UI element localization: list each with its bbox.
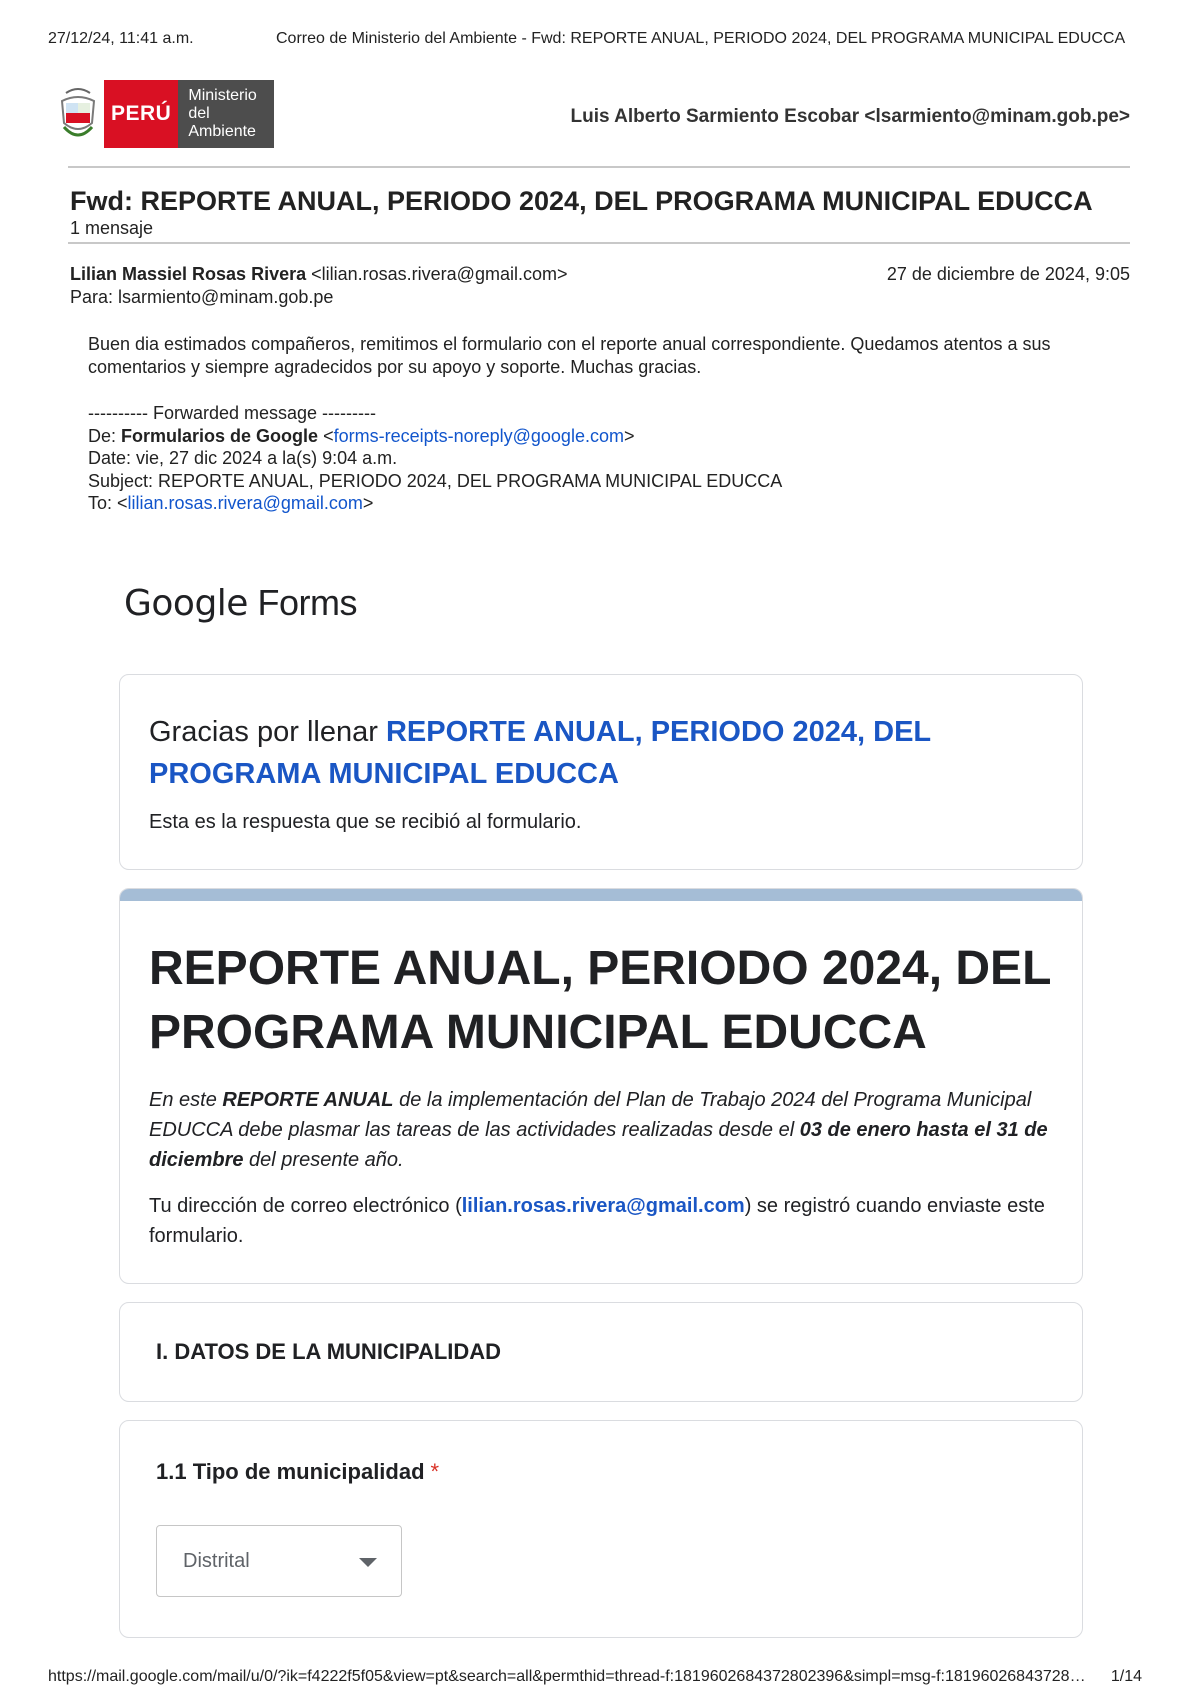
confirmation-card: [119, 674, 1083, 870]
email-registered-note: [149, 1191, 1059, 1251]
print-date: 27/12/24, 11:41 a.m.: [48, 30, 194, 47]
forwarded-date: Date: vie, 27 dic 2024 a la(s) 9:04 a.m.: [88, 448, 398, 468]
ministry-line-1: Ministerio: [188, 87, 257, 104]
divider-top: [68, 166, 1130, 168]
google-wordmark: Google: [124, 583, 248, 624]
forwarded-from-email-link[interactable]: forms-receipts-noreply@google.com: [333, 425, 624, 446]
forwarded-to: To: <lilian.rosas.rivera@gmail.com>: [88, 493, 374, 513]
desc-part-1: En este: [149, 1089, 223, 1111]
peru-label: PERÚ: [104, 80, 178, 148]
ministry-name: [178, 80, 274, 148]
desc-bold-2: 03 de enero hasta el 31 de diciembre: [149, 1119, 1048, 1171]
email-note-suffix: ) se registró cuando enviaste este formulario.: [149, 1195, 1045, 1247]
sender-email: <lilian.rosas.rivera@gmail.com>: [311, 264, 568, 284]
forwarded-from-label: De:: [88, 425, 117, 446]
section-card: [119, 1302, 1083, 1402]
forwarded-subject: Subject: REPORTE ANUAL, PERIODO 2024, DEL PROGRAMA MUNICIPAL EDUCCA: [88, 470, 783, 491]
thanks-prefix: Gracias por llenar: [149, 716, 386, 748]
desc-bold-1: REPORTE ANUAL: [222, 1089, 394, 1111]
form-title: REPORTE ANUAL, PERIODO 2024, DEL PROGRAMA MUNICIPAL EDUCCA: [149, 942, 1051, 1059]
print-url: https://mail.google.com/mail/u/0/?ik=f4222f5f05&view=pt&search=all&permthid=thread-f:1819602684372802396&simpl=msg-f:18196026843728…: [48, 1668, 1086, 1685]
desc-part-3: del presente año.: [243, 1149, 404, 1171]
form-description: [149, 1085, 1059, 1175]
ministry-line-2: del Ambiente: [188, 105, 256, 140]
thanks-message: [149, 711, 1049, 795]
message-count: 1 mensaje: [70, 218, 154, 238]
municipality-type-select[interactable]: [156, 1525, 402, 1597]
form-header-card: [119, 888, 1083, 1284]
required-mark: *: [430, 1459, 440, 1484]
forwarded-header: [88, 402, 782, 515]
google-forms-logo: [124, 582, 357, 624]
recipient: Para: lsarmiento@minam.gob.pe: [70, 287, 334, 307]
question-label: [156, 1459, 439, 1485]
sent-date: 27 de diciembre de 2024, 9:05: [886, 264, 1130, 284]
email-body: Buen dia estimados compañeros, remitimos el formulario con el reporte anual correspondiente. Quedamos atentos a sus comentarios y siempre agradecidos por su apoyo y soporte. Muchas gracias.: [88, 334, 1051, 377]
email-note-address: lilian.rosas.rivera@gmail.com: [461, 1195, 745, 1217]
peru-coat-of-arms-icon: [58, 83, 98, 145]
desc-part-2: de la implementación del Plan de Trabajo 2024 del Programa Municipal EDUCCA debe plasmar las tareas de las actividades realizadas desde el: [149, 1089, 1032, 1141]
selected-value: Distrital: [183, 1550, 250, 1572]
page-number: 1/14: [1110, 1668, 1142, 1685]
section-title: I. DATOS DE LA MUNICIPALIDAD: [156, 1339, 502, 1364]
forwarded-from-name: Formularios de Google: [121, 425, 319, 446]
chevron-down-icon: [359, 1558, 377, 1567]
email-subject: Fwd: REPORTE ANUAL, PERIODO 2024, DEL PROGRAMA MUNICIPAL EDUCCA: [70, 186, 1093, 216]
received-note: Esta es la respuesta que se recibió al formulario.: [149, 811, 582, 833]
print-title: Correo de Ministerio del Ambiente - Fwd: REPORTE ANUAL, PERIODO 2024, DEL PROGRAMA MUNICIPAL EDUCCA: [276, 30, 1126, 47]
forwarded-to-email-link[interactable]: lilian.rosas.rivera@gmail.com: [127, 493, 363, 513]
account-name: Luis Alberto Sarmiento Escobar <lsarmiento@minam.gob.pe>: [570, 106, 1130, 127]
email-note-prefix: Tu dirección de correo electrónico (: [149, 1195, 462, 1217]
forwarded-marker: ---------- Forwarded message ---------: [88, 403, 376, 423]
forwarded-from: De: Formularios de Google <forms-receipts-noreply@google.com>: [88, 425, 635, 446]
sender-name: Lilian Massiel Rosas Rivera: [70, 264, 307, 284]
forwarded-to-label: To:: [88, 493, 113, 513]
forms-wordmark: Forms: [247, 582, 357, 623]
question-card: [119, 1420, 1083, 1638]
question-text: 1.1 Tipo de municipalidad: [156, 1459, 425, 1484]
sender: [70, 264, 567, 285]
ministry-logo: [58, 80, 274, 148]
card-accent-bar: [120, 889, 1082, 901]
divider-subject: [68, 242, 1130, 244]
form-title-link[interactable]: REPORTE ANUAL, PERIODO 2024, DEL PROGRAMA MUNICIPAL EDUCCA: [149, 716, 931, 790]
